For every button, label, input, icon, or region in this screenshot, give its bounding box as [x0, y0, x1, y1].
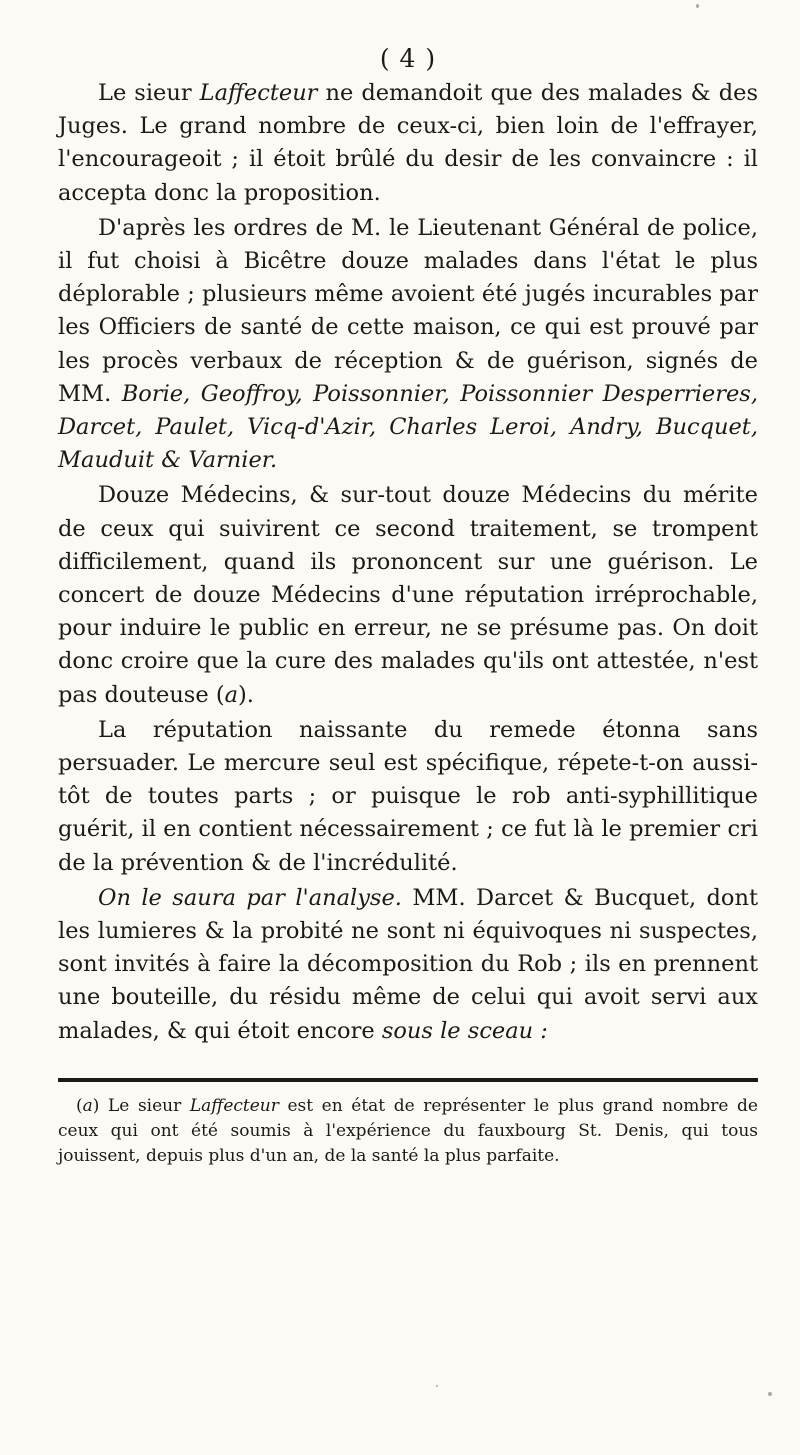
italic-text: a [224, 681, 239, 708]
text-run: ) Le sieur [92, 1095, 190, 1116]
paper-speck [696, 4, 699, 8]
paper-speck [436, 1385, 438, 1387]
book-page [58, 44, 758, 1169]
footnote [58, 1094, 758, 1169]
paper-speck [768, 1392, 772, 1396]
paragraph [58, 77, 758, 210]
text-run: La réputation naissante du remede étonna sans persuader. Le mercure seul est spécifique, répete-t-on aussi-tôt de toutes parts ; or puisque le rob anti-syphillitique guérit, il en contient nécessairement ; ce fut là le premier cri de la prévention & de l'incrédulité. [58, 716, 758, 876]
italic-text: sous le sceau : [381, 1017, 548, 1044]
text-run: ( [76, 1095, 83, 1116]
body-text [58, 77, 758, 1048]
text-run: est en état de représenter le plus grand nombre de ceux qui ont été soumis à l'expérience du fauxbourg St. Denis, qui tous jouissent, depuis plus d'un an, de la santé la plus parfaite. [58, 1095, 758, 1166]
paragraph [58, 714, 758, 880]
italic-text: Borie, Geoffroy, Poissonnier, Poissonnier Desperrieres, Darcet, Paulet, Vicq-d'Azir, Charles Leroi, Andry, Bucquet, Mauduit & Varnier. [58, 380, 758, 474]
text-run: Douze Médecins, & sur-tout douze Médecins du mérite de ceux qui suivirent ce second traitement, se trompent difficilement, quand ils prononcent sur une guérison. Le concert de douze Médecins d'une réputation irréprochable, pour induire le public en erreur, ne se présume pas. On doit donc croire que la cure des malades qu'ils ont attestée, n'est pas douteuse ( [58, 482, 758, 708]
italic-text: a [82, 1095, 93, 1116]
italic-text: On le saura par l'analyse. [98, 884, 402, 911]
page-number: ( 4 ) [379, 44, 437, 73]
text-run: Le sieur [98, 80, 200, 106]
text-run: ). [238, 681, 254, 708]
text-run: ne demandoit que des malades & des Juges. Le grand nombre de ceux-ci, bien loin de l'effrayer, l'encourageoit ; il étoit brûlé du desir de les convaincre : il accepta donc la proposition. [58, 80, 758, 206]
paragraph [58, 479, 758, 711]
text-run: D'après les ordres de M. le Lieutenant Général de police, il fut choisi à Bicêtre douze malades dans l'état le plus déplorable ; plusieurs même avoient été jugés incurables par les Officiers de santé de cette maison, ce qui est prouvé par les procès verbaux de réception & de guérison, signés de MM. [58, 214, 758, 407]
paragraph [58, 882, 758, 1048]
italic-text: Laffecteur [189, 1095, 279, 1116]
text-run: MM. Darcet & Bucquet, dont les lumieres & la probité ne sont ni équivoques ni suspectes, sont invités à faire la décomposition du Rob ; ils en prennent une bouteille, du résidu même de celui qui avoit servi aux malades, & qui étoit encore [58, 884, 758, 1044]
italic-text: Laffecteur [199, 80, 318, 106]
paragraph [58, 212, 758, 478]
footnote-rule [58, 1078, 758, 1082]
